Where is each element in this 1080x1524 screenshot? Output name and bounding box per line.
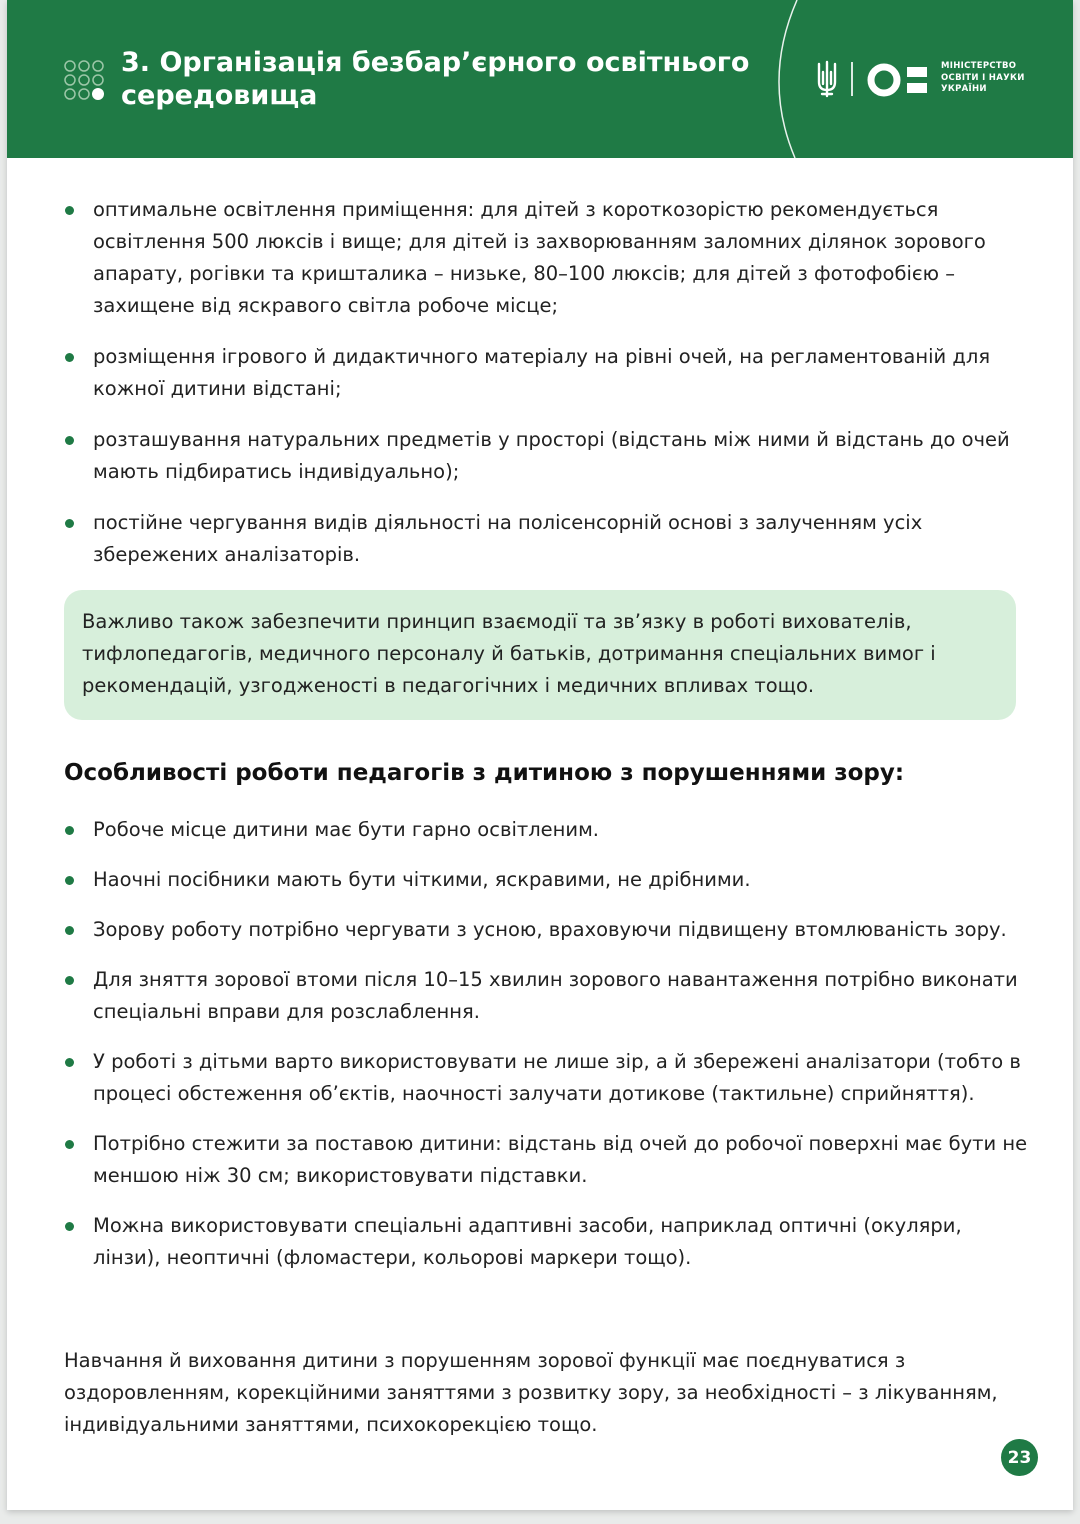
bullet-icon bbox=[65, 1140, 74, 1149]
list-item bbox=[65, 341, 1030, 405]
bullet-icon bbox=[65, 519, 74, 528]
list-item bbox=[65, 424, 1030, 488]
list-item bbox=[65, 1046, 1030, 1110]
list-item-text: постійне чергування видів діяльності на полісенсорній основі з залученням усіх збережених аналізаторів. bbox=[93, 511, 923, 566]
note-callout bbox=[64, 590, 1016, 720]
bullet-icon bbox=[65, 876, 74, 885]
list-item bbox=[65, 814, 1030, 846]
list-item-text: Потрібно стежити за поставою дитини: відстань від очей до робочої поверхні має бути не меншою ніж 30 см; використовувати підставки. bbox=[93, 1132, 1028, 1187]
ministry-line-1: МІНІСТЕРСТВО bbox=[941, 61, 1017, 71]
teacher-guidelines-list bbox=[65, 814, 1030, 1292]
list-item bbox=[65, 507, 1030, 571]
list-item-text: Зорову роботу потрібно чергувати з усною, враховуючи підвищену втомлюваність зору. bbox=[93, 918, 1007, 941]
ministry-line-2: ОСВІТИ І НАУКИ bbox=[941, 72, 1025, 83]
list-item-text: Для зняття зорової втоми після 10–15 хвилин зорового навантаження потрібно виконати спеціальні вправи для розслаблення. bbox=[93, 968, 1018, 1023]
list-item bbox=[65, 964, 1030, 1028]
bullet-icon bbox=[65, 436, 74, 445]
bullet-icon bbox=[65, 1222, 74, 1231]
list-item bbox=[65, 914, 1030, 946]
bullet-icon bbox=[65, 1058, 74, 1067]
bullet-icon bbox=[65, 353, 74, 362]
note-text: Важливо також забезпечити принцип взаємодії та зв’язку в роботі вихователів, тифлопедагогів, медичного персоналу й батьків, дотримання спеціальних вимог і рекомендацій, узгодженості в педагогічних і медичних впливах тощо. bbox=[82, 610, 936, 697]
list-item-text: розташування натуральних предметів у просторі (відстань між ними й відстань до очей мають підбиратись індивідуально); bbox=[93, 428, 1010, 483]
page-number-badge: 23 bbox=[1001, 1439, 1038, 1476]
list-item bbox=[65, 1128, 1030, 1192]
list-item bbox=[65, 1210, 1030, 1274]
list-item-text: Можна використовувати спеціальні адаптивні засоби, наприклад оптичні (окуляри, лінзи), неоптичні (фломастери, кольорові маркери тощо). bbox=[93, 1214, 962, 1269]
bullet-icon bbox=[65, 976, 74, 985]
bullet-icon bbox=[65, 926, 74, 935]
list-item-text: Наочні посібники мають бути чіткими, яскравими, не дрібними. bbox=[93, 868, 751, 891]
list-item-text: розміщення ігрового й дидактичного матеріалу на рівні очей, на регламентованій для кожної дитини відстані; bbox=[93, 345, 991, 400]
section-subheading: Особливості роботи педагогів з дитиною з порушеннями зору: bbox=[64, 760, 905, 786]
bullet-icon bbox=[65, 826, 74, 835]
bullet-icon bbox=[65, 206, 74, 215]
page-title: 3. Організація безбар’єрного освітнього середовища bbox=[121, 47, 750, 111]
document-page bbox=[7, 0, 1073, 1510]
list-item bbox=[65, 194, 1030, 322]
environment-list bbox=[65, 194, 1030, 590]
list-item bbox=[65, 864, 1030, 896]
list-item-text: У роботі з дітьми варто використовувати не лише зір, а й збережені аналізатори (тобто в процесі обстеження об’єктів, наочності залучати дотикове (тактильне) сприйняття). bbox=[93, 1050, 1021, 1105]
ministry-line-3: УКРАЇНИ bbox=[941, 84, 987, 94]
list-item-text: оптимальне освітлення приміщення: для дітей з короткозорістю рекомендується освітлення 500 люксів і вище; для дітей із захворюванням заломних ділянок зорового апарату, рогівки та кришталика – низьке, 80–100 люксів; для дітей з фотофобією – захищене від яскравого світла робоче місце; bbox=[93, 198, 986, 317]
closing-paragraph: Навчання й виховання дитини з порушенням зорової функції має поєднуватися з оздоровленням, корекційними заняттями з розвитку зору, за необхідності – з лікуванням, індивідуальними заняттями, психокорекцією тощо. bbox=[64, 1349, 998, 1436]
list-item-text: Робоче місце дитини має бути гарно освітленим. bbox=[93, 818, 600, 841]
page-content bbox=[7, 0, 1073, 1510]
